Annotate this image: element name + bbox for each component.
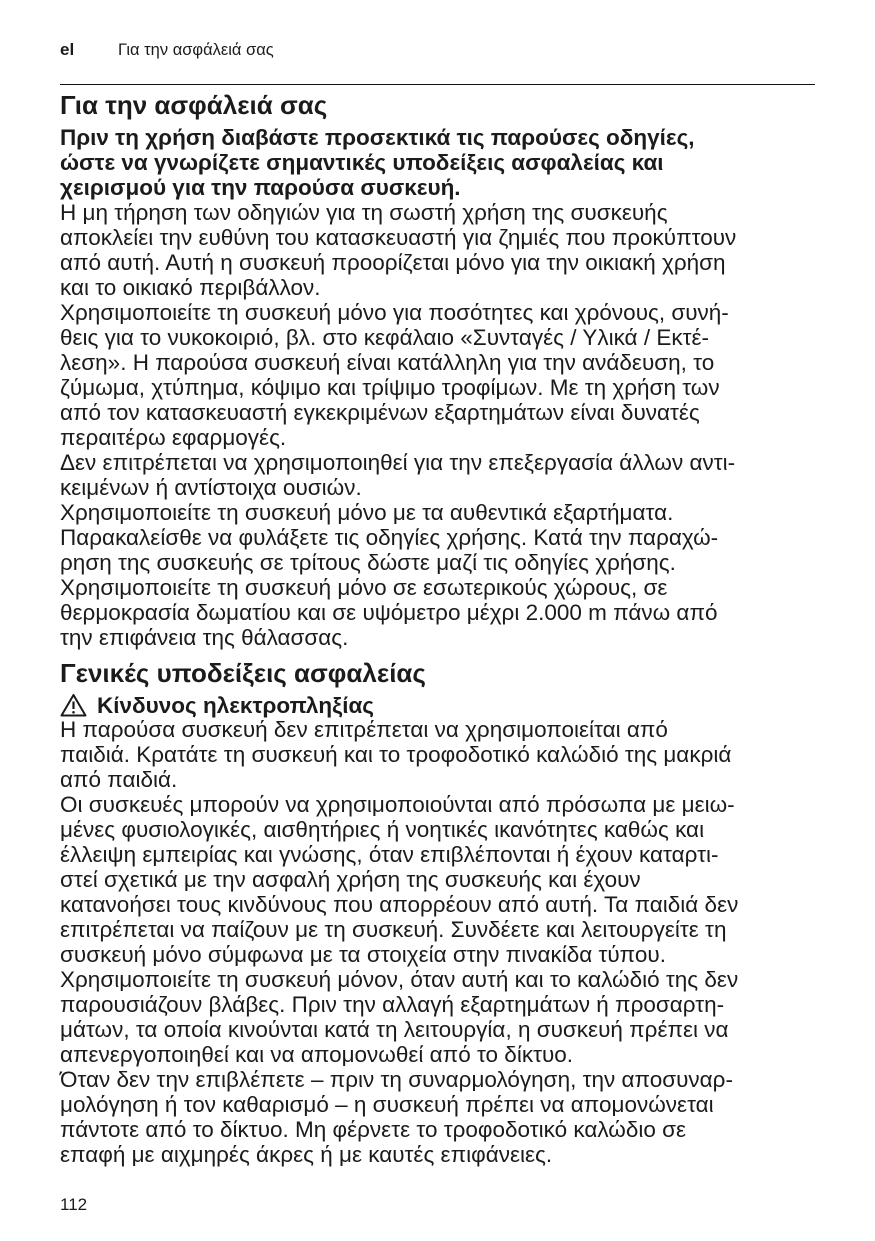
running-header (60, 39, 760, 61)
paragraph (60, 500, 820, 525)
text-line: χειρισμού για την παρούσα συσκευή. (60, 174, 461, 200)
text-line: λεση». Η παρούσα συσκευή είναι κατάλληλη για την ανάδευση, το (60, 349, 715, 375)
text-line: επιτρέπεται να παίζουν με τη συσκευή. Συνδέετε και λειτουργείτε τη (60, 916, 727, 942)
text-line: αποκλείει την ευθύνη του κατασκευαστή για ζημιές που προκύπτουν (60, 224, 737, 250)
warning-title: Κίνδυνος ηλεκτροπληξίας (97, 692, 374, 718)
warning-heading (60, 693, 560, 718)
text-line: Πριν τη χρήση διαβάστε προσεκτικά τις παρούσες οδηγίες, (60, 124, 695, 150)
text-line: θερμοκρασία δωματίου και σε υψόμετρο μέχρι 2.000 m πάνω από (60, 599, 718, 625)
intro-bold-paragraph (60, 125, 820, 200)
language-code: el (60, 40, 75, 59)
paragraph (60, 525, 820, 575)
text-line: ζύμωμα, χτύπημα, κόψιμο και τρίψιμο τροφίμων. Με τη χρήση των (60, 374, 720, 400)
text-line: συσκευή μόνο σύμφωνα με τα στοιχεία στην πινακίδα τύπου. (60, 941, 666, 967)
text-line: Η παρούσα συσκευή δεν επιτρέπεται να χρησιμοποιείται από (60, 716, 668, 742)
paragraph (60, 1067, 820, 1167)
text-line: πάντοτε από το δίκτυο. Μη φέρνετε το τροφοδοτικό καλώδιο σε (60, 1116, 687, 1142)
text-line: περαιτέρω εφαρμογές. (60, 424, 287, 450)
text-line: Η μη τήρηση των οδηγιών για τη σωστή χρήση της συσκευής (60, 199, 668, 225)
warning-triangle-icon (60, 693, 87, 717)
header-divider (60, 84, 815, 85)
text-line: Οι συσκευές μπορούν να χρησιμοποιούνται από πρόσωπα με μειω- (60, 791, 735, 817)
text-line: έλλειψη εμπειρίας και γνώσης, όταν επιβλέπονται ή έχουν καταρτι- (60, 841, 719, 867)
text-line: κατανοήσει τους κινδύνους που απορρέουν από αυτή. Τα παιδιά δεν (60, 891, 739, 917)
page-number: 112 (60, 1195, 88, 1214)
text-line: απενεργοποιηθεί και να απομονωθεί από το δίκτυο. (60, 1041, 574, 1067)
text-line: παρουσιάζουν βλάβες. Πριν την αλλαγή εξαρτημάτων ή προσαρτη- (60, 991, 725, 1017)
text-line: από παιδιά. (60, 766, 178, 792)
text-line: μολόγηση ή τον καθαρισμό – η συσκευή πρέπει να απομονώνεται (60, 1091, 714, 1117)
text-line: κειμένων ή αντίστοιχα ουσιών. (60, 474, 362, 500)
paragraph (60, 300, 820, 450)
paragraph (60, 792, 820, 967)
paragraph (60, 200, 820, 300)
text-line: από αυτή. Αυτή η συσκευή προορίζεται μόνο για την οικιακή χρήση (60, 249, 726, 275)
text-line: την επιφάνεια της θάλασσας. (60, 624, 349, 650)
text-line: Παρακαλείσθε να φυλάξετε τις οδηγίες χρήσης. Κατά την παραχώ- (60, 524, 719, 550)
text-line: μάτων, τα οποία κινούνται κατά τη λειτουργία, η συσκευή πρέπει να (60, 1016, 729, 1042)
paragraph (60, 717, 820, 792)
text-line: Χρησιμοποιείτε τη συσκευή μόνο με τα αυθεντικά εξαρτήματα. (60, 499, 674, 525)
text-line: Δεν επιτρέπεται να χρησιμοποιηθεί για την επεξεργασία άλλων αντι- (60, 449, 736, 475)
text-line: ώστε να γνωρίζετε σημαντικές υποδείξεις ασφαλείας και (60, 149, 664, 175)
intro-section (60, 125, 820, 650)
text-line: Όταν δεν την επιβλέπετε – πριν τη συναρμολόγηση, την αποσυναρ- (60, 1066, 733, 1092)
paragraph (60, 575, 820, 650)
section-heading: Γενικές υποδείξεις ασφαλείας (60, 658, 426, 688)
text-line: στεί σχετικά με την ασφαλή χρήση της συσκευής και έχουν (60, 866, 641, 892)
text-line: μένες φυσιολογικές, αισθητήριες ή νοητικές ικανότητες καθώς και (60, 816, 705, 842)
text-line: Χρησιμοποιείτε τη συσκευή μόνον, όταν αυτή και το καλώδιό της δεν (60, 966, 739, 992)
page-title: Για την ασφάλειά σας (60, 90, 328, 120)
text-line: θεις για το νυκοκοιριό, βλ. στο κεφάλαιο «Συνταγές / Υλικά / Εκτέ- (60, 324, 709, 350)
text-line: παιδιά. Κρατάτε τη συσκευή και το τροφοδοτικό καλώδιό της μακριά (60, 741, 732, 767)
text-line: και το οικιακό περιβάλλον. (60, 274, 321, 300)
text-line: Χρησιμοποιείτε τη συσκευή μόνο για ποσότητες και χρόνους, συνή- (60, 299, 729, 325)
general-safety-section (60, 717, 820, 1167)
paragraph (60, 967, 820, 1067)
text-line: από τον κατασκευαστή εγκεκριμένων εξαρτημάτων είναι δυνατές (60, 399, 700, 425)
text-line: επαφή με αιχμηρές άκρες ή με καυτές επιφάνειες. (60, 1141, 553, 1167)
text-line: ρηση της συσκευής σε τρίτους δώστε μαζί τις οδηγίες χρήσης. (60, 549, 676, 575)
paragraph (60, 450, 820, 500)
running-header-section: Για την ασφάλειά σας (118, 41, 274, 59)
text-line: Χρησιμοποιείτε τη συσκευή μόνο σε εσωτερικούς χώρους, σε (60, 574, 668, 600)
